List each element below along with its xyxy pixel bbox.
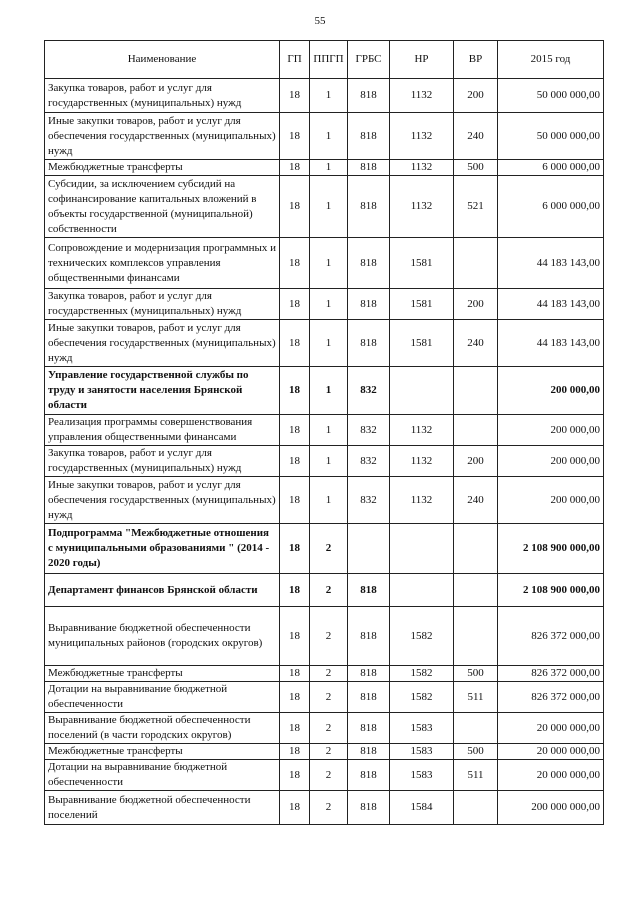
ppgp-cell: 2 — [310, 666, 348, 682]
nr-cell: 1132 — [390, 477, 454, 524]
table-row — [45, 607, 604, 666]
grbs-cell: 832 — [348, 446, 390, 477]
vr-cell: 521 — [454, 176, 498, 238]
table-row — [45, 744, 604, 760]
header-ppgp: ППГП — [310, 41, 348, 79]
vr-cell: 240 — [454, 477, 498, 524]
name-cell: Выравнивание бюджетной обеспеченности поселений — [45, 791, 280, 825]
header-vr: ВР — [454, 41, 498, 79]
gp-cell: 18 — [280, 238, 310, 289]
nr-cell: 1581 — [390, 238, 454, 289]
header-year-2015: 2015 год — [498, 41, 604, 79]
table-row — [45, 113, 604, 160]
ppgp-cell: 1 — [310, 477, 348, 524]
amount-2015-cell: 826 372 000,00 — [498, 682, 604, 713]
grbs-cell: 818 — [348, 666, 390, 682]
amount-2015-cell: 44 183 143,00 — [498, 289, 604, 320]
amount-2015-cell: 200 000,00 — [498, 477, 604, 524]
ppgp-cell: 1 — [310, 446, 348, 477]
vr-cell — [454, 713, 498, 744]
vr-cell — [454, 238, 498, 289]
grbs-cell: 818 — [348, 289, 390, 320]
ppgp-cell: 1 — [310, 160, 348, 176]
amount-2015-cell: 200 000,00 — [498, 415, 604, 446]
grbs-cell: 818 — [348, 713, 390, 744]
name-cell: Иные закупки товаров, работ и услуг для обеспечения государственных (муниципальных) нужд — [45, 113, 280, 160]
nr-cell: 1581 — [390, 320, 454, 367]
amount-2015-cell: 20 000 000,00 — [498, 744, 604, 760]
table-row — [45, 682, 604, 713]
table-row — [45, 160, 604, 176]
ppgp-cell: 2 — [310, 607, 348, 666]
vr-cell — [454, 791, 498, 825]
table-row — [45, 713, 604, 744]
name-cell: Межбюджетные трансферты — [45, 744, 280, 760]
nr-cell: 1582 — [390, 666, 454, 682]
ppgp-cell: 1 — [310, 367, 348, 415]
vr-cell — [454, 524, 498, 574]
vr-cell — [454, 607, 498, 666]
gp-cell: 18 — [280, 574, 310, 607]
grbs-cell: 818 — [348, 791, 390, 825]
nr-cell: 1582 — [390, 682, 454, 713]
vr-cell: 200 — [454, 289, 498, 320]
grbs-cell: 832 — [348, 477, 390, 524]
amount-2015-cell: 6 000 000,00 — [498, 176, 604, 238]
amount-2015-cell: 2 108 900 000,00 — [498, 524, 604, 574]
name-cell: Межбюджетные трансферты — [45, 666, 280, 682]
grbs-cell: 818 — [348, 574, 390, 607]
grbs-cell: 818 — [348, 744, 390, 760]
vr-cell — [454, 367, 498, 415]
gp-cell: 18 — [280, 79, 310, 113]
grbs-cell: 832 — [348, 367, 390, 415]
ppgp-cell: 1 — [310, 176, 348, 238]
name-cell: Иные закупки товаров, работ и услуг для обеспечения государственных (муниципальных) нужд — [45, 320, 280, 367]
grbs-cell: 818 — [348, 682, 390, 713]
nr-cell: 1132 — [390, 415, 454, 446]
gp-cell: 18 — [280, 760, 310, 791]
vr-cell: 500 — [454, 160, 498, 176]
ppgp-cell: 2 — [310, 682, 348, 713]
grbs-cell: 818 — [348, 176, 390, 238]
header-name: Наименование — [45, 41, 280, 79]
name-cell: Закупка товаров, работ и услуг для государственных (муниципальных) нужд — [45, 289, 280, 320]
amount-2015-cell: 44 183 143,00 — [498, 320, 604, 367]
nr-cell — [390, 367, 454, 415]
gp-cell: 18 — [280, 160, 310, 176]
page-number: 55 — [314, 15, 326, 27]
grbs-cell: 818 — [348, 79, 390, 113]
nr-cell: 1132 — [390, 113, 454, 160]
nr-cell: 1132 — [390, 160, 454, 176]
gp-cell: 18 — [280, 415, 310, 446]
nr-cell: 1581 — [390, 289, 454, 320]
gp-cell: 18 — [280, 607, 310, 666]
table-row — [45, 176, 604, 238]
name-cell: Реализация программы совершенствования управления общественными финансами — [45, 415, 280, 446]
gp-cell: 18 — [280, 320, 310, 367]
vr-cell: 240 — [454, 113, 498, 160]
name-cell: Закупка товаров, работ и услуг для государственных (муниципальных) нужд — [45, 446, 280, 477]
nr-cell: 1583 — [390, 713, 454, 744]
amount-2015-cell: 826 372 000,00 — [498, 666, 604, 682]
ppgp-cell: 1 — [310, 79, 348, 113]
table-row — [45, 238, 604, 289]
nr-cell — [390, 574, 454, 607]
amount-2015-cell: 200 000,00 — [498, 446, 604, 477]
header-gp: ГП — [280, 41, 310, 79]
amount-2015-cell: 50 000 000,00 — [498, 79, 604, 113]
name-cell: Выравнивание бюджетной обеспеченности муниципальных районов (городских округов) — [45, 607, 280, 666]
amount-2015-cell: 200 000 000,00 — [498, 791, 604, 825]
name-cell: Сопровождение и модернизация программных и технических комплексов управления общественными финансами — [45, 238, 280, 289]
grbs-cell: 818 — [348, 607, 390, 666]
name-cell: Департамент финансов Брянской области — [45, 574, 280, 607]
grbs-cell: 818 — [348, 238, 390, 289]
header-nr: НР — [390, 41, 454, 79]
nr-cell: 1582 — [390, 607, 454, 666]
ppgp-cell: 1 — [310, 415, 348, 446]
nr-cell: 1583 — [390, 744, 454, 760]
name-cell: Дотации на выравнивание бюджетной обеспеченности — [45, 760, 280, 791]
amount-2015-cell: 50 000 000,00 — [498, 113, 604, 160]
grbs-cell: 818 — [348, 113, 390, 160]
gp-cell: 18 — [280, 791, 310, 825]
table-row — [45, 446, 604, 477]
gp-cell: 18 — [280, 524, 310, 574]
gp-cell: 18 — [280, 289, 310, 320]
vr-cell: 500 — [454, 666, 498, 682]
grbs-cell: 818 — [348, 160, 390, 176]
table-row — [45, 289, 604, 320]
nr-cell: 1584 — [390, 791, 454, 825]
nr-cell: 1132 — [390, 176, 454, 238]
table-row — [45, 79, 604, 113]
table-row — [45, 791, 604, 825]
nr-cell: 1132 — [390, 446, 454, 477]
vr-cell: 200 — [454, 446, 498, 477]
gp-cell: 18 — [280, 713, 310, 744]
name-cell: Дотации на выравнивание бюджетной обеспеченности — [45, 682, 280, 713]
table-row — [45, 760, 604, 791]
table-row — [45, 574, 604, 607]
table-row — [45, 320, 604, 367]
gp-cell: 18 — [280, 367, 310, 415]
table-header-row — [45, 41, 604, 79]
ppgp-cell: 2 — [310, 744, 348, 760]
table-row — [45, 477, 604, 524]
gp-cell: 18 — [280, 446, 310, 477]
grbs-cell: 832 — [348, 415, 390, 446]
grbs-cell — [348, 524, 390, 574]
vr-cell — [454, 574, 498, 607]
gp-cell: 18 — [280, 477, 310, 524]
amount-2015-cell: 44 183 143,00 — [498, 238, 604, 289]
name-cell: Управление государственной службы по труду и занятости населения Брянской области — [45, 367, 280, 415]
ppgp-cell: 2 — [310, 713, 348, 744]
vr-cell — [454, 415, 498, 446]
header-grbs: ГРБС — [348, 41, 390, 79]
name-cell: Подпрограмма "Межбюджетные отношения с муниципальными образованиями " (2014 - 2020 годы) — [45, 524, 280, 574]
ppgp-cell: 1 — [310, 113, 348, 160]
amount-2015-cell: 20 000 000,00 — [498, 760, 604, 791]
gp-cell: 18 — [280, 113, 310, 160]
ppgp-cell: 2 — [310, 524, 348, 574]
grbs-cell: 818 — [348, 760, 390, 791]
ppgp-cell: 2 — [310, 760, 348, 791]
table-row — [45, 367, 604, 415]
name-cell: Выравнивание бюджетной обеспеченности поселений (в части городских округов) — [45, 713, 280, 744]
vr-cell: 511 — [454, 682, 498, 713]
nr-cell: 1583 — [390, 760, 454, 791]
amount-2015-cell: 826 372 000,00 — [498, 607, 604, 666]
ppgp-cell: 2 — [310, 574, 348, 607]
name-cell: Закупка товаров, работ и услуг для государственных (муниципальных) нужд — [45, 79, 280, 113]
budget-table — [44, 40, 604, 825]
amount-2015-cell: 200 000,00 — [498, 367, 604, 415]
nr-cell: 1132 — [390, 79, 454, 113]
ppgp-cell: 1 — [310, 289, 348, 320]
gp-cell: 18 — [280, 666, 310, 682]
nr-cell — [390, 524, 454, 574]
ppgp-cell: 1 — [310, 320, 348, 367]
gp-cell: 18 — [280, 744, 310, 760]
ppgp-cell: 1 — [310, 238, 348, 289]
grbs-cell: 818 — [348, 320, 390, 367]
amount-2015-cell: 20 000 000,00 — [498, 713, 604, 744]
vr-cell: 500 — [454, 744, 498, 760]
amount-2015-cell: 6 000 000,00 — [498, 160, 604, 176]
vr-cell: 511 — [454, 760, 498, 791]
table-row — [45, 524, 604, 574]
name-cell: Субсидии, за исключением субсидий на софинансирование капитальных вложений в объекты государственной (муниципальной) собственности — [45, 176, 280, 238]
gp-cell: 18 — [280, 682, 310, 713]
table-row — [45, 415, 604, 446]
table-row — [45, 666, 604, 682]
name-cell: Межбюджетные трансферты — [45, 160, 280, 176]
ppgp-cell: 2 — [310, 791, 348, 825]
gp-cell: 18 — [280, 176, 310, 238]
vr-cell: 200 — [454, 79, 498, 113]
vr-cell: 240 — [454, 320, 498, 367]
amount-2015-cell: 2 108 900 000,00 — [498, 574, 604, 607]
name-cell: Иные закупки товаров, работ и услуг для обеспечения государственных (муниципальных) нужд — [45, 477, 280, 524]
